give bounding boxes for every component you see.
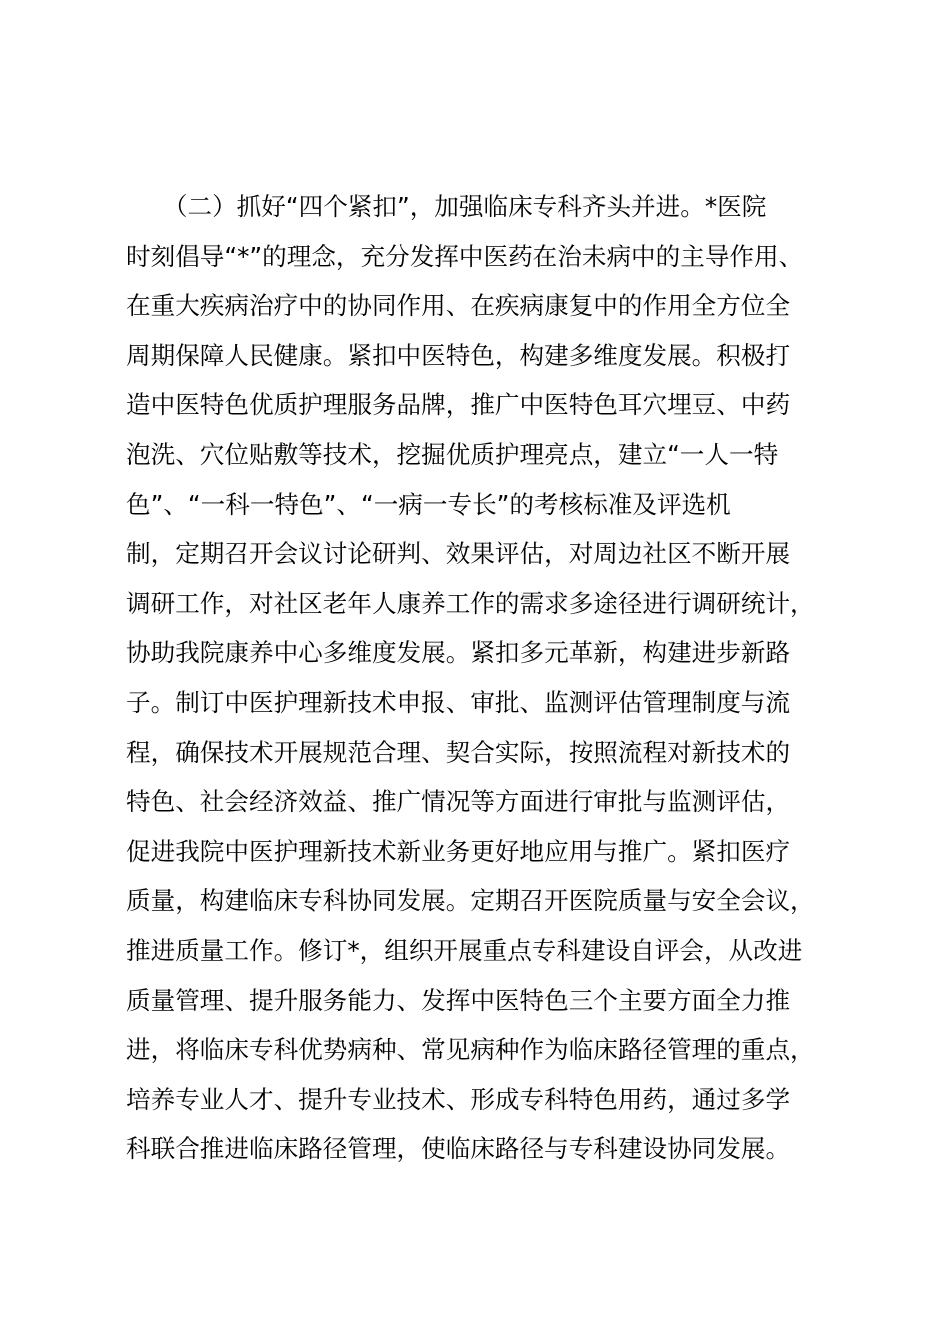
text-line: 周期保障人民健康。紧扣中医特色，构建多维度发展。积极打 — [126, 340, 791, 370]
text-line: 时刻倡导“*”的理念，充分发挥中医药在治未病中的主导作用、 — [126, 241, 804, 271]
text-line: 子。制订中医护理新技术申报、审批、监测评估管理制度与流 — [126, 687, 791, 717]
text-line: 科联合推进临床路径管理，使临床路径与专科建设协同发展。 — [126, 1134, 791, 1164]
text-line: 进，将临床专科优势病种、常见病种作为临床路径管理的重点， — [126, 1035, 815, 1065]
text-line: 泡洗、穴位贴敷等技术，挖掘优质护理亮点，建立“一人一特 — [126, 439, 779, 469]
text-line: 质量管理、提升服务能力、发挥中医特色三个主要方面全力推 — [126, 985, 791, 1015]
text-line: 调研工作，对社区老年人康养工作的需求多途径进行调研统计， — [126, 588, 815, 618]
text-line: 色”、“一科一特色”、“一病一专长”的考核标准及评选机 — [126, 489, 731, 519]
text-line: 制，定期召开会议讨论研判、效果评估，对周边社区不断开展 — [126, 539, 791, 569]
text-line: 培养专业人才、提升专业技术、形成专科特色用药，通过多学 — [126, 1084, 791, 1114]
text-line: （二）抓好“四个紧扣”，加强临床专科齐头并进。*医院 — [126, 192, 767, 221]
text-line: 造中医特色优质护理服务品牌，推广中医特色耳穴埋豆、中药 — [126, 390, 791, 420]
text-line: 特色、社会经济效益、推广情况等方面进行审批与监测评估， — [126, 787, 791, 817]
paragraph — [126, 182, 866, 1174]
text-line: 协助我院康养中心多维度发展。紧扣多元革新，构建进步新路 — [126, 638, 791, 668]
text-line: 促进我院中医护理新技术新业务更好地应用与推广。紧扣医疗 — [126, 836, 791, 866]
text-line: 推进质量工作。修订*，组织开展重点专科建设自评会，从改进 — [126, 935, 803, 965]
text-line: 在重大疾病治疗中的协同作用、在疾病康复中的作用全方位全 — [126, 291, 791, 321]
text-line: 质量，构建临床专科协同发展。定期召开医院质量与安全会议， — [126, 886, 815, 916]
text-line: 程，确保技术开展规范合理、契合实际，按照流程对新技术的 — [126, 737, 791, 767]
